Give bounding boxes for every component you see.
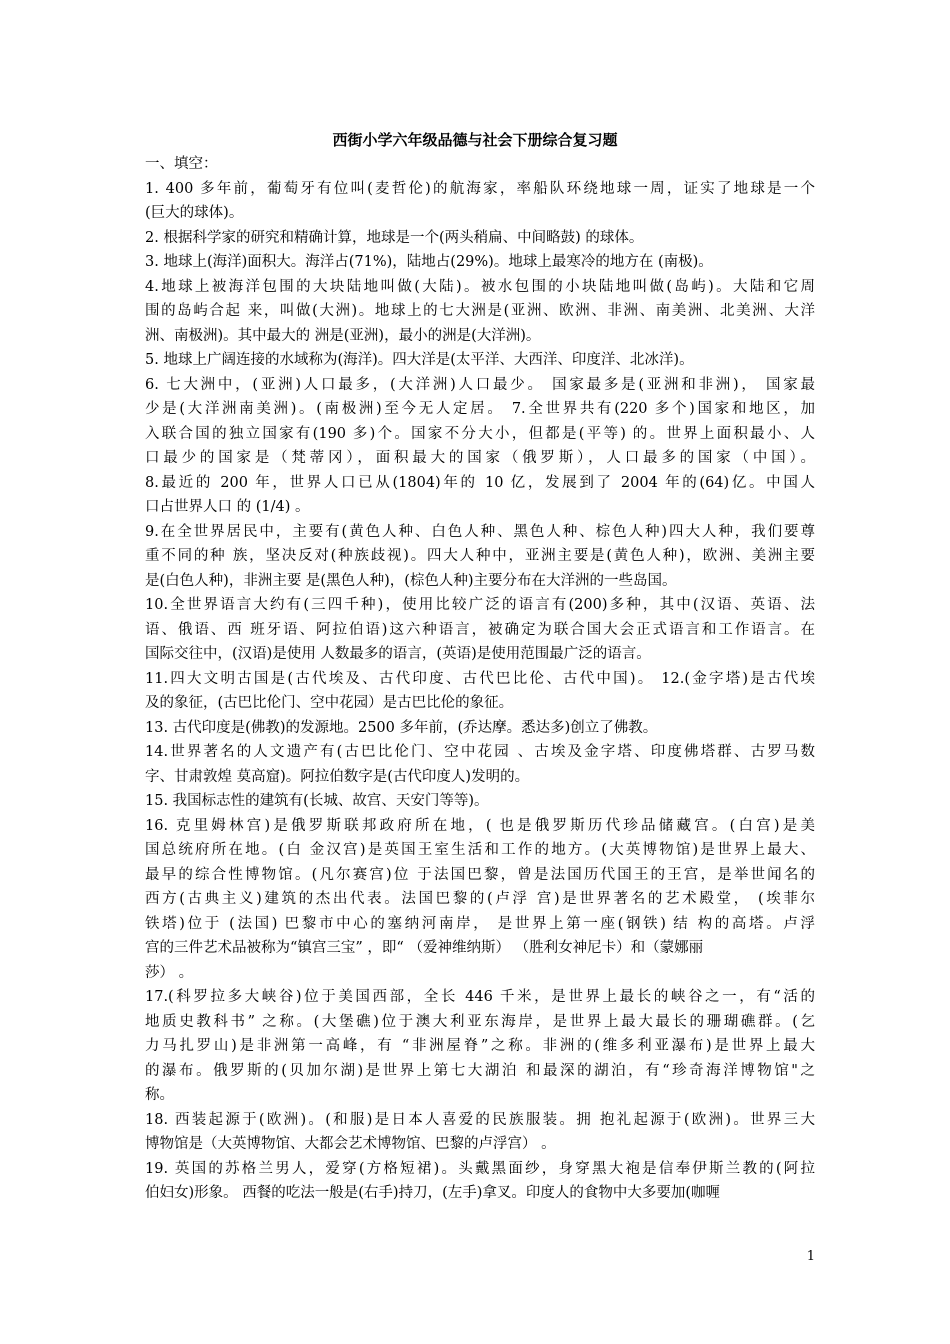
text-line: 是(白色人种)，非洲主要 是(黑色人种)，(棕色人种)主要分布在大洋洲的一些岛国。 [145,572,677,589]
text-line: 入联合国的独立国家有(190 多)个。国家不分大小，但都是(平等) 的。世界上面积最小、人 [145,425,815,442]
document-title: 西街小学六年级品德与社会下册综合复习题 [332,131,618,149]
document-body [145,152,815,1206]
text-line: 19. 英国的苏格兰男人，爱穿(方格短裙)。头戴黑面纱，身穿黑大袍是信奉伊斯兰教的(阿拉 [145,1160,815,1177]
text-line: 5. 地球上广阔连接的水域称为(海洋)。四大洋是(太平洋、大西洋、印度洋、北冰洋)。 [145,352,694,368]
text-line: 13. 古代印度是(佛教)的发源地。2500 多年前，(乔达摩。悉达多)创立了佛教。 [145,719,658,736]
text-line: 力马扎罗山)是非洲第一高峰，有 “非洲屋脊”之称。非洲的(维多利亚瀑布)是世界上最大 [145,1038,815,1054]
text-line: 围的岛屿合起 来，叫做(大洲)。地球上的七大洲是(亚洲、欧洲、非洲、南美洲、北美洲、大洋 [145,303,815,319]
text-line: 的瀑布。俄罗斯的(贝加尔湖)是世界上第七大湖泊 和最深的湖泊，有“珍奇海洋博物馆"之 [145,1062,815,1079]
text-line: 国际交往中，(汉语)是使用 人数最多的语言，(英语)是使用范围最广泛的语言。 [145,646,651,662]
text-line: 博物馆是（大英博物馆、大都会艺术博物馆、巴黎的卢浮宫） 。 [145,1136,556,1152]
text-line: 口最少的国家是（梵蒂冈），面积最大的国家（俄罗斯），人口最多的国家（中国）。 [145,450,815,466]
text-line: (巨大的球体)。 [145,205,244,221]
text-line: 17.(科罗拉多大峡谷)位于美国西部，全长 446 千米，是世界上最长的峡谷之一，有“活的 [145,989,815,1005]
text-line: 地质史教科书” 之称。(大堡礁)位于澳大利亚东海岸，是世界上最大最长的珊瑚礁群。(乞 [145,1013,815,1030]
text-line: 10.全世界语言大约有(三四千种)，使用比较广泛的语言有(200)多种，其中(汉语、英语、法 [145,597,815,613]
text-line: 莎） 。 [145,964,194,981]
text-line: 国总统府所在地。(白 金汉宫)是英国王室生活和工作的地方。(大英博物馆)是世界上最大、 [145,842,815,858]
text-line: 6. 七大洲中，(亚洲)人口最多，(大洋洲)人口最少。 国家最多是(亚洲和非洲)， 国家最 [145,376,815,393]
text-line: 语、俄语、西 班牙语、阿拉伯语)这六种语言，被确定为联合国大会正式语言和工作语言。在 [145,621,815,638]
text-line: 伯妇女)形象。 西餐的吃法一般是(右手)持刀，(左手)拿叉。印度人的食物中大多要加(咖喱 [145,1185,721,1201]
text-line: 少是(大洋洲南美洲)。(南极洲)至今无人定居。 7.全世界共有(220 多个)国家和地区，加 [145,401,815,417]
text-line: 重不同的种 族，坚决反对(种族歧视)。四大人种中，亚洲主要是(黄色人种)，欧洲、美洲主要 [145,548,815,564]
page-number: 1 [806,1249,815,1264]
text-line: 口占世界人口 的 (1/4) 。 [145,499,310,515]
text-line: 16. 克里姆林宫)是俄罗斯联邦政府所在地，( 也是俄罗斯历代珍品储藏宫。(白宫)是美 [145,817,815,834]
text-line: 西方(古典主义)建筑的杰出代表。法国巴黎的(卢浮 宫)是世界著名的艺术殿堂， (埃菲尔 [145,891,815,907]
text-line: 及的象征，(古巴比伦门、空中花园）是古巴比伦的象征。 [145,695,514,711]
text-line: 3. 地球上(海洋)面积大。海洋占(71%)，陆地占(29%)。地球上最寒冷的地方在 (南极)。 [145,254,713,270]
text-line: 9.在全世界居民中，主要有(黄色人种、白色人种、黑色人种、棕色人种)四大人种，我们要尊 [145,523,815,540]
text-line: 最早的综合性博物馆。(凡尔赛宫)位 于法国巴黎，曾是法国历代国王的王宫，是举世闻名的 [145,866,815,883]
text-line: 15. 我国标志性的建筑有(长城、故宫、天安门等等)。 [145,793,489,809]
text-line: 8.最近的 200 年，世界人口已从(1804)年的 10 亿，发展到了 2004 年的(64)亿。中国人 [145,474,815,491]
text-line: 2. 根据科学家的研究和精确计算，地球是一个(两头稍扁、中间略鼓) 的球体。 [145,229,644,246]
text-line: 称。 [145,1087,174,1103]
text-line: 18. 西装起源于(欧洲)。(和服)是日本人喜爱的民族服装。拥 抱礼起源于(欧洲)。世界三大 [145,1111,815,1128]
text-line: 字、甘肃敦煌 莫高窟)。阿拉伯数字是(古代印度人)发明的。 [145,768,530,785]
text-line: 洲、南极洲)。其中最大的 洲是(亚洲)，最小的洲是(大洋洲)。 [145,327,541,344]
text-line: 4.地球上被海洋包围的大块陆地叫做(大陆)。被水包围的小块陆地叫做(岛屿)。大陆和它周 [145,278,815,295]
text-line: 宫的三件艺术品被称为“镇宫三宝” ，即“ （爱神维纳斯） （胜利女神尼卡）和（蒙娜丽 [145,940,704,956]
text-line: 11.四大文明古国是(古代埃及、古代印度、古代巴比伦、古代中国)。 12.(金字塔)是古代埃 [145,670,815,687]
text-line: 1. 400 多年前，葡萄牙有位叫(麦哲伦)的航海家，率船队环绕地球一周，证实了地球是一个 [145,180,815,197]
text-line: 14.世界著名的人文遗产有(古巴比伦门、空中花园 、古埃及金字塔、印度佛塔群、古罗马数 [145,744,815,760]
text-line: 铁塔)位于 (法国) 巴黎市中心的塞纳河南岸， 是世界上第一座(钢铁) 结 构的高塔。卢浮 [145,915,815,932]
text-line: 一、填空： [145,156,218,172]
